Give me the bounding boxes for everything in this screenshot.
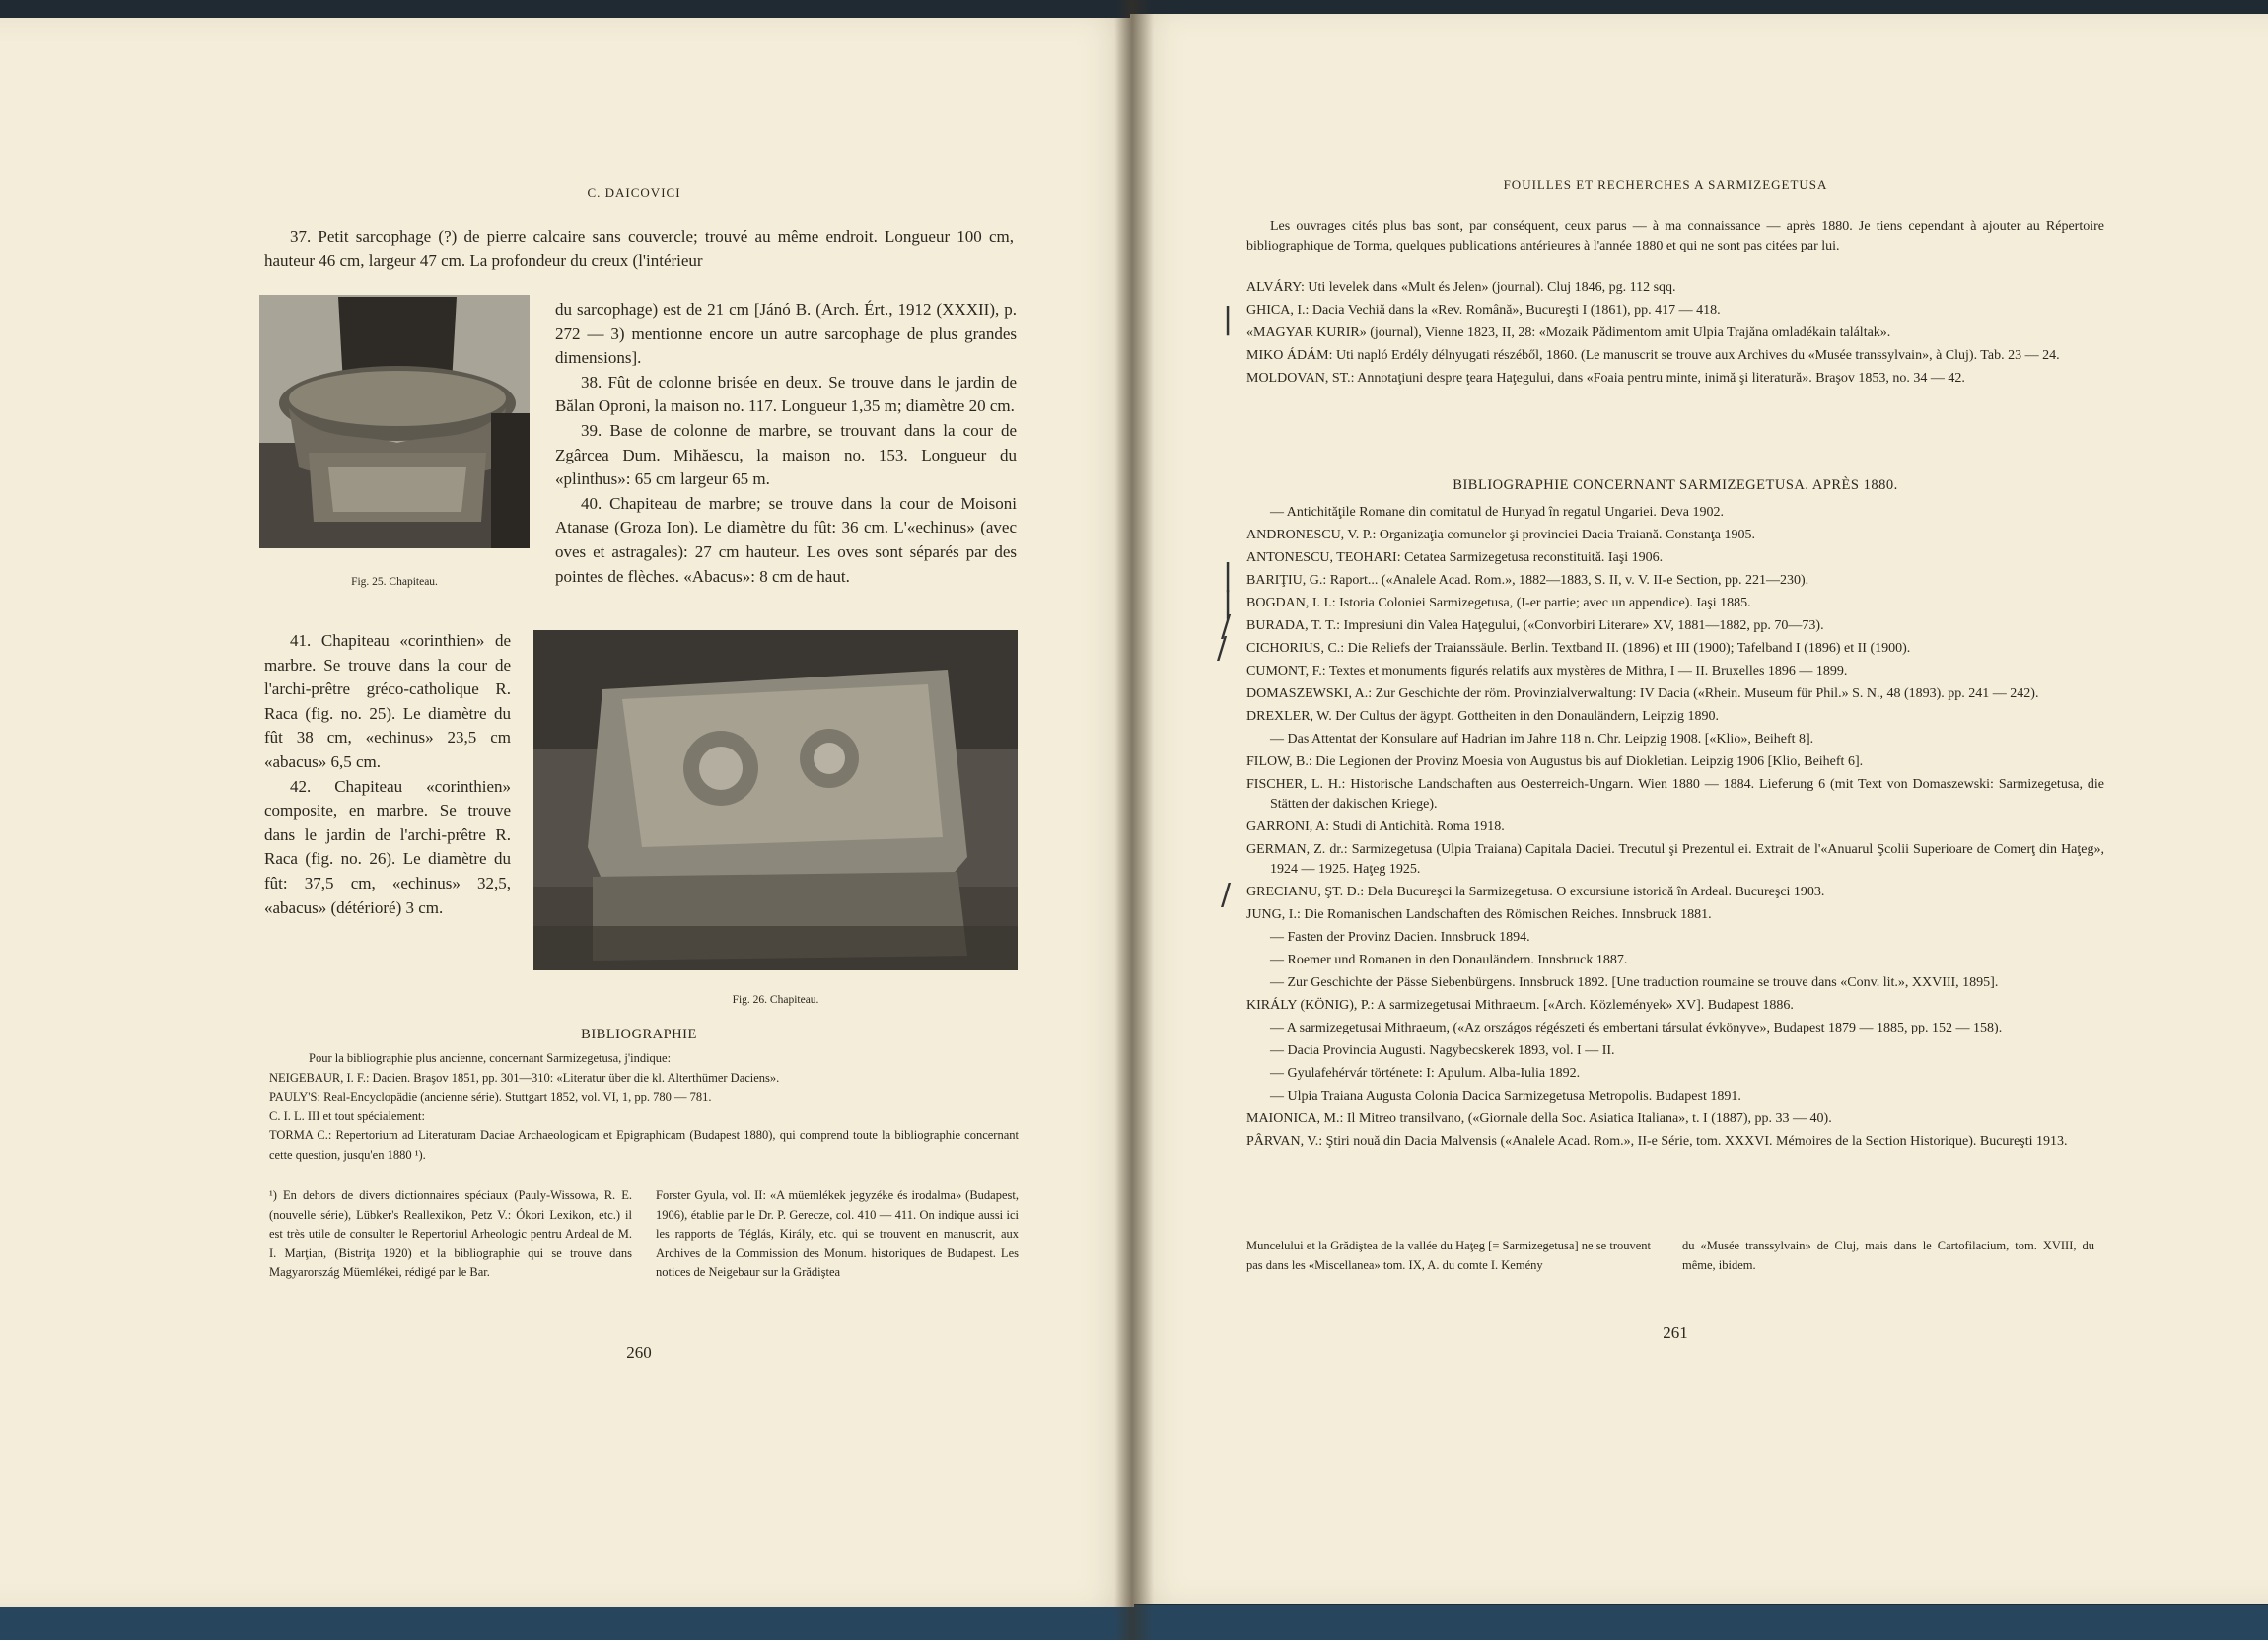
item-37-continued: du sarcophage) est de 21 cm [Jánó B. (Arch. Ért., 1912 (XXXII), p. 272 — 3) mentionne encore un autre sarcophage de plus grandes dimensions].	[555, 300, 1017, 368]
footnote-right-col1: Muncelului et la Grădiştea de la vallée du Haţeg [= Sarmizegetusa] ne se trouvent pas dans les «Miscellanea» tom. IX, A. du comte I. Kemény	[1246, 1239, 1651, 1272]
entry-maionica: MAIONICA, M.: Il Mitreo transilvano, («Giornale della Soc. Asiatica Italiana», t. I (1887), pp. 33 — 40).	[1246, 1111, 1832, 1126]
entry-garroni: GARRONI, A: Studi di Antichità. Roma 1918.	[1246, 820, 1505, 834]
entry-magyar-kurir: «MAGYAR KURIR» (journal), Vienne 1823, II, 28: «Mozaik Pădimentom amit Ulpia Trajăna omladékain találtak».	[1246, 325, 1891, 340]
right-page	[1130, 14, 2268, 1604]
item-39: 39. Base de colonne de marbre, se trouvant dans la cour de Zgârcea Dum. Mihăescu, la maison no. 153. Longueur du «plinthus»: 65 cm largeur 65 m.	[555, 420, 1017, 489]
fig-26-photo	[533, 630, 1018, 970]
entry-jung-2: — Fasten der Provinz Dacien. Innsbruck 1894.	[1270, 930, 1530, 945]
bibliography-intro: Pour la bibliographie plus ancienne, concernant Sarmizegetusa, j'indique:	[309, 1051, 672, 1065]
entry-fischer: FISCHER, L. H.: Historische Landschaften aus Oesterreich-Ungarn. Wien 1880 — 1884. Lieferung 6 (mit Text von Domaszewski: Sarmizegetusa, die Stätten der dakischen Kriege).	[1246, 777, 2104, 812]
left-narrow-column	[264, 629, 511, 920]
footnote-right-col2: du «Musée transsylvain» de Cluj, mais dans le Cartofilacium, tom. XVIII, du même, ibidem.	[1682, 1239, 2094, 1272]
entry-antonescu: ANTONESCU, TEOHARI: Cetatea Sarmizegetusa reconstituită. Iaşi 1906.	[1246, 550, 1664, 565]
entry-ghica: GHICA, I.: Dacia Vechiă dans la «Rev. Română», Bucureşti I (1861), pp. 417 — 418.	[1246, 303, 1721, 318]
fig-26-caption: Fig. 26. Chapiteau.	[732, 994, 819, 1006]
entry-burada: BURADA, T. T.: Impresiuni din Valea Haţegului, («Convorbiri Literare» XV, 1881—1882, pp. 70—73).	[1246, 618, 1824, 633]
pencil-mark: /	[1221, 609, 1232, 644]
entry-parvan: PÂRVAN, V.: Ştiri nouă din Dacia Malvensis («Analele Acad. Rom.», II-e Série, tom. XXXVI. Mémoires de la Section Historique). Bucureşti 1913.	[1246, 1134, 2068, 1149]
pre-1880-list	[1246, 278, 2104, 392]
pencil-mark: |	[1223, 558, 1234, 593]
entry-cumont: CUMONT, F.: Textes et monuments figurés relatifs aux mystères de Mithra, I — II. Bruxelles 1896 — 1899.	[1246, 664, 1848, 678]
pencil-mark: |	[1223, 586, 1234, 620]
entry-kiraly-4: — Gyulafehérvár története: I: Apulum. Alba-Iulia 1892.	[1270, 1066, 1581, 1081]
entry-filow: FILOW, B.: Die Legionen der Provinz Moesia von Augustus bis auf Diokletian. Leipzig 1906 [Klio, Beiheft 6].	[1246, 754, 1864, 769]
right-intro: Les ouvrages cités plus bas sont, par conséquent, ceux parus — à ma connaissance — après 1880. Je tiens cependant à ajouter au Répertoire bibliographique de Torma, quelques publications antérieures à l'année 1880 et qui ne sont pas citées par lui.	[1246, 219, 2104, 253]
pencil-mark: /	[1221, 878, 1232, 912]
entry-bogdan: BOGDAN, I. I.: Istoria Coloniei Sarmizegetusa, (I-er partie; avec un appendice). Iaşi 1885.	[1246, 596, 1751, 610]
entry-domaszewski: DOMASZEWSKI, A.: Zur Geschichte der röm. Provinzialverwaltung: IV Dacia («Rhein. Museum für Phil.» S. N., 48 (1893). pp. 241 — 242).	[1246, 686, 2039, 701]
bibliography-title-left: BIBLIOGRAPHIE	[581, 1027, 697, 1042]
entry-moldovan: MOLDOVAN, ST.: Annotaţiuni despre ţeara Haţegului, dans «Foaia pentru minte, inimă şi literatură». Braşov 1853, no. 34 — 42.	[1246, 371, 1965, 386]
pencil-mark: |	[1223, 302, 1234, 336]
entry-jung-3: — Roemer und Romanen in den Donauländern. Innsbruck 1887.	[1270, 953, 1628, 967]
fig-25-photo	[259, 295, 530, 548]
bib-line-pauly: PAULY'S: Real-Encyclopädie (ancienne série). Stuttgart 1852, vol. VI, 1, pp. 780 — 781.	[269, 1090, 712, 1105]
item-38: 38. Fût de colonne brisée en deux. Se trouve dans le jardin de Bălan Oproni, la maison no. 117. Longueur 1,35 m; diamètre 20 cm.	[555, 372, 1017, 416]
running-head-right: FOUILLES ET RECHERCHES A SARMIZEGETUSA	[1503, 178, 1828, 192]
left-page	[0, 18, 1134, 1607]
section-title-after-1880: BIBLIOGRAPHIE CONCERNANT SARMIZEGETUSA. APRÈS 1880.	[1453, 477, 1898, 493]
entry-kiraly-3: — Dacia Provincia Augusti. Nagybecskerek 1893, vol. I — II.	[1270, 1043, 1615, 1058]
entry-kiraly-5: — Ulpia Traiana Augusta Colonia Dacica Sarmizegetusa Metropolis. Budapest 1891.	[1270, 1089, 1741, 1104]
entry-cichorius: CICHORIUS, C.: Die Reliefs der Traianssäule. Berlin. Textband II. (1896) et III (1900); Tafelband I (1896) et II (1900).	[1246, 641, 1911, 656]
footnote-left-col1: ¹) En dehors de divers dictionnaires spéciaux (Pauly-Wissowa, R. E. (nouvelle série), Lübker's Reallexikon, Petz V.: Ókori Lexikon, etc.) il est très utile de consulter le Repertoriul Arheologic pentru Ardeal de M. I. Marţian, (Bistriţa 1920) et la bibliographie qui se trouve dans Magyarország Müemlékei, rédigé par le Bar.	[269, 1188, 632, 1280]
capital-photo-26	[533, 630, 1018, 970]
item-42: 42. Chapiteau «corinthien» composite, en marbre. Se trouve dans le jardin de l'archi-prêtre R. Raca (fig. no. 26). Le diamètre du fût: 37,5 cm, «echinus» 32,5, «abacus» (détérioré) 3 cm.	[264, 776, 511, 917]
page-number-left: 260	[626, 1343, 652, 1362]
bib-line-neigebaur: NEIGEBAUR, I. F.: Dacien. Braşov 1851, pp. 301—310: «Literatur über die kl. Alterthümer Daciens».	[269, 1070, 780, 1085]
book-cover-edge	[0, 1605, 2268, 1640]
capital-photo-25	[259, 295, 530, 548]
entry-kiraly: KIRÁLY (KÖNIG), P.: A sarmizegetusai Mithraeum. [«Arch. Közlemények» XV]. Budapest 1886.	[1246, 998, 1794, 1013]
entry-andronescu: ANDRONESCU, V. P.: Organizaţia comunelor şi provinciei Dacia Traiană. Constanţa 1905.	[1246, 528, 1755, 542]
bib-line-cil: C. I. L. III et tout spécialement:	[269, 1108, 425, 1123]
page-number-right: 261	[1663, 1323, 1688, 1342]
bibliography-list-left	[269, 1049, 1019, 1166]
bib-line-torma: TORMA C.: Repertorium ad Literaturam Daciae Archaeologicam et Epigraphicam (Budapest 1880), qui comprend toute la bibliographie concernant cette question, jusqu'en 1880 ¹).	[269, 1128, 1019, 1162]
entry-drexler: DREXLER, W. Der Cultus der ägypt. Gottheiten in den Donauländern, Leipzig 1890.	[1246, 709, 1720, 724]
right-column-text	[555, 298, 1017, 589]
entry-drexler-2: — Das Attentat der Konsulare auf Hadrian im Jahre 118 n. Chr. Leipzig 1908. [«Klio», Beiheft 8].	[1270, 732, 1814, 747]
fig-25-caption: Fig. 25. Chapiteau.	[351, 576, 438, 588]
post-1880-list	[1246, 503, 2104, 1155]
entry-jung: JUNG, I.: Die Romanischen Landschaften des Römischen Reiches. Innsbruck 1881.	[1246, 907, 1712, 922]
entry-grecianu: GRECIANU, ŞT. D.: Dela Bucureşci la Sarmizegetusa. O excursiune istorică în Ardeal. Bucureşci 1903.	[1246, 885, 1825, 899]
entry-jung-4: — Zur Geschichte der Pässe Siebenbürgens. Innsbruck 1892. [Une traduction roumaine se trouve dans «Conv. lit.», XXVIII, 1895].	[1270, 975, 1999, 990]
item-37-intro: 37. Petit sarcophage (?) de pierre calcaire sans couvercle; trouvé au même endroit. Longueur 100 cm, hauteur 46 cm, largeur 47 cm. La profondeur du creux (l'intérieur	[264, 227, 1014, 270]
entry-baritiu: BARIŢIU, G.: Raport... («Analele Acad. Rom.», 1882—1883, S. II, v. V. II-e Section, pp. 221—230).	[1246, 573, 1809, 588]
item-41: 41. Chapiteau «corinthien» de marbre. Se trouve dans la cour de l'archi-prêtre gréco-catholique R. Raca (fig. no. 25). Le diamètre du fût 38 cm, «echinus» 23,5 cm «abacus» 6,5 cm.	[264, 631, 511, 771]
entry-alvary: ALVÁRY: Uti levelek dans «Mult és Jelen» (journal). Cluj 1846, pg. 112 sqq.	[1246, 280, 1676, 295]
item-40: 40. Chapiteau de marbre; se trouve dans la cour de Moisoni Atanase (Groza Ion). Le diamètre du fût: 36 cm. L'«echinus» (avec oves et astragales): 27 cm hauteur. Les oves sont séparés par des pointes de flèches. «Abacus»: 8 cm de haut.	[555, 493, 1017, 586]
entry-german: GERMAN, Z. dr.: Sarmizegetusa (Ulpia Traiana) Capitala Daciei. Trecutul şi Prezentul ei. Extrait de l'«Anuarul Şcolii Superioare de Comerţ din Haţeg», 1924 — 1925. Haţeg 1925.	[1246, 842, 2104, 877]
pencil-mark: /	[1217, 631, 1228, 666]
footnote-left-col2: Forster Gyula, vol. II: «A müemlékek jegyzéke és irodalma» (Budapest, 1906), établie par le Dr. P. Gerecze, col. 410 — 411. On indique aussi ici les rapports de Téglás, Király, etc. qui se trouvent en manuscrit, aux Archives de la Commission des Monum. historiques de Budapest. Les notices de Neigebaur sur la Grădiştea	[656, 1188, 1019, 1280]
entry-antichitati: — Antichităţile Romane din comitatul de Hunyad în regatul Ungariei. Deva 1902.	[1270, 505, 1724, 520]
entry-miko: MIKO ÁDÁM: Uti napló Erdély délnyugati részéből, 1860. (Le manuscrit se trouve aux Archives du «Musée transsylvain», à Cluj). Tab. 23 — 24.	[1246, 348, 2060, 363]
running-head-left: C. DAICOVICI	[587, 185, 681, 200]
entry-kiraly-2: — A sarmizegetusai Mithraeum, («Az országos régészeti és embertani társulat évkönyve», Budapest 1879 — 1885, pp. 152 — 158).	[1270, 1021, 2003, 1035]
